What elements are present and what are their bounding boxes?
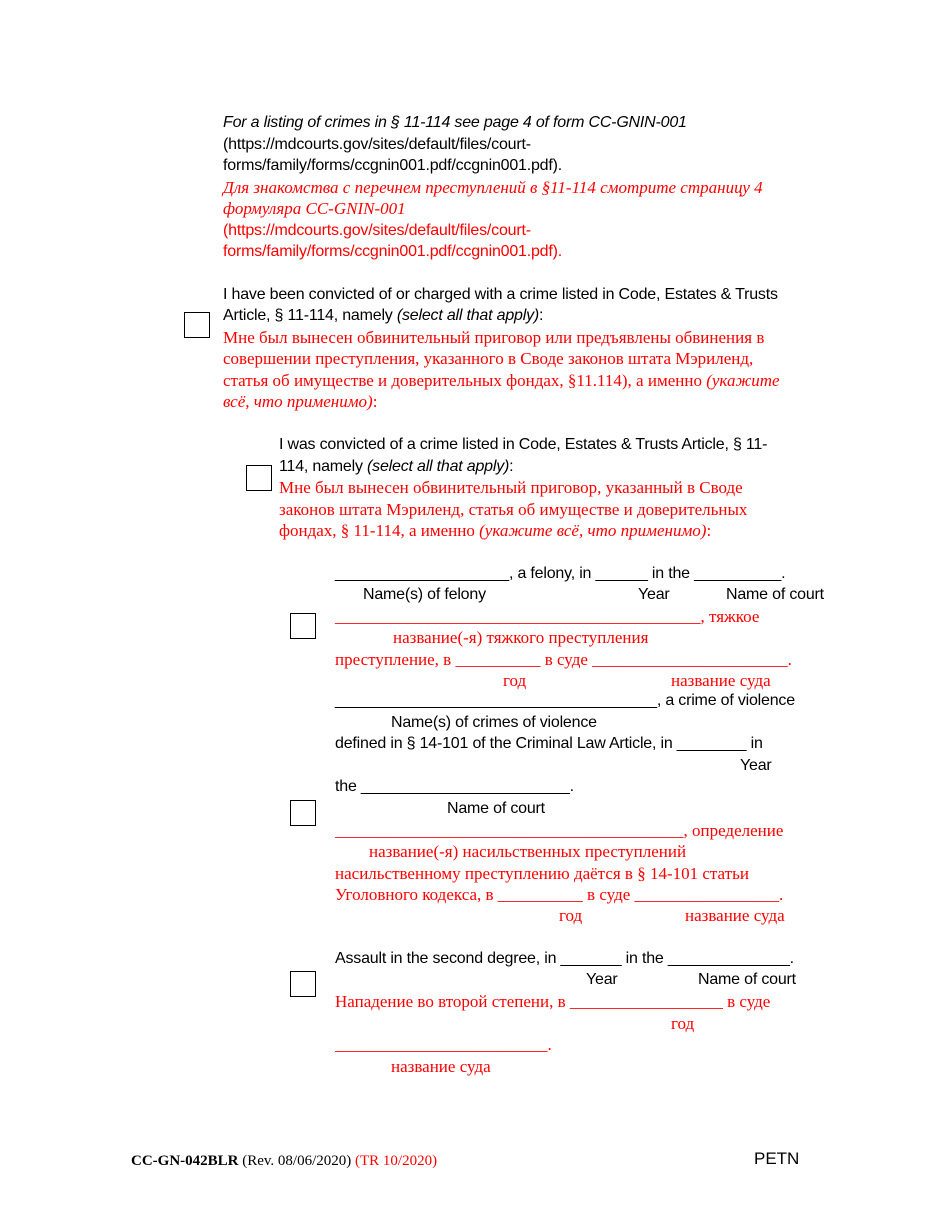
item1-text-2: Article, § 11-114, namely (select all that apply): — [223, 307, 544, 324]
felony-ru-year-label: год — [503, 671, 527, 690]
felony-ru-line-2: преступление, в __________ в суде _______________________. — [335, 650, 792, 669]
felony-court-label: Name of court — [726, 586, 824, 603]
item2-ru-1: Мне был вынесен обвинительный приговор, указанный в Своде — [279, 478, 743, 497]
assault-ru-court-label: название суда — [391, 1057, 491, 1076]
assault-court-label: Name of court — [698, 971, 796, 988]
assault-ru-line-1: Нападение во второй степени, в __________________ в суде — [335, 992, 771, 1011]
item1-ru-1: Мне был вынесен обвинительный приговор или предъявлены обвинения в — [223, 328, 765, 347]
item1-ru-3: статья об имуществе и доверительных фондах, §11.114), а именно (укажите — [223, 371, 780, 390]
crime-of-violence-checkbox[interactable] — [290, 800, 316, 826]
form-code: PETN — [754, 1149, 800, 1168]
convicted-checkbox[interactable] — [246, 465, 272, 491]
item2-ru-2: законов штата Мэриленд, статья об имуществе и доверительных — [279, 500, 748, 519]
crime-listing-note-ru-1: Для знакомства с перечнем преступлений в §11-114 смотрите страницу 4 — [223, 178, 763, 197]
violence-court-label: Name of court — [447, 800, 545, 817]
violence-year-label: Year — [740, 757, 772, 774]
violence-line-3: the ________________________. — [335, 778, 574, 795]
url-line-1: (https://mdcourts.gov/sites/default/files/court- — [223, 136, 531, 153]
url-line-ru-1: (https://mdcourts.gov/sites/default/files/court- — [223, 222, 531, 239]
item1-text: I have been convicted of or charged with a crime listed in Code, Estates & Trusts — [223, 286, 778, 303]
assault-line: Assault in the second degree, in _______ in the ______________. — [335, 950, 794, 967]
item1-ru-4: всё, что применимо): — [223, 392, 378, 411]
violence-ru-line-3: Уголовного кодекса, в __________ в суде _________________. — [335, 885, 784, 904]
form-footer-id: CC-GN-042BLR (Rev. 08/06/2020) (TR 10/2020) — [131, 1153, 438, 1169]
crime-listing-note-ru-2: формуляра CC-GNIN-001 — [223, 199, 406, 218]
item1-ru-2: совершении преступления, указанного в Своде законов штата Мэриленд, — [223, 349, 754, 368]
violence-ru-line-2: насильственному преступлению даётся в § 14-101 статьи — [335, 864, 749, 883]
felony-ru-name-label: название(-я) тяжкого преступления — [393, 628, 649, 647]
assault-ru-line-2: _________________________. — [335, 1035, 552, 1054]
felony-year-label: Year — [638, 586, 670, 603]
felony-ru-court-label: название суда — [671, 671, 771, 690]
url-line-2: forms/family/forms/ccgnin001.pdf/ccgnin001.pdf). — [223, 157, 563, 174]
violence-line-1: _____________________________________, a crime of violence — [335, 692, 795, 709]
assault-year-label: Year — [586, 971, 618, 988]
felony-name-label: Name(s) of felony — [363, 586, 486, 603]
felony-checkbox[interactable] — [290, 613, 316, 639]
violence-name-label: Name(s) of crimes of violence — [391, 714, 597, 731]
url-line-ru-2: forms/family/forms/ccgnin001.pdf/ccgnin001.pdf). — [223, 243, 563, 260]
felony-ru-line-1: ___________________________________________, тяжкое — [335, 607, 760, 626]
violence-ru-court-label: название суда — [685, 906, 785, 925]
violence-line-2: defined in § 14-101 of the Criminal Law Article, in ________ in — [335, 735, 763, 752]
violence-ru-year-label: год — [559, 906, 583, 925]
item2-text: I was convicted of a crime listed in Code, Estates & Trusts Article, § 11- — [279, 436, 768, 453]
violence-ru-line-1: _________________________________________, определение — [335, 821, 784, 840]
crime-listing-note: For a listing of crimes in § 11-114 see page 4 of form CC-GNIN-001 — [223, 114, 687, 131]
felony-line: ____________________, a felony, in ______ in the __________. — [335, 565, 786, 582]
violence-ru-name-label: название(-я) насильственных преступлений — [369, 842, 687, 861]
assault-checkbox[interactable] — [290, 971, 316, 997]
item2-ru-3: фондах, § 11-114, а именно (укажите всё, что применимо): — [279, 521, 712, 540]
assault-ru-year-label: год — [671, 1014, 695, 1033]
convicted-or-charged-checkbox[interactable] — [184, 312, 210, 338]
item2-text-2: 114, namely (select all that apply): — [279, 458, 514, 475]
